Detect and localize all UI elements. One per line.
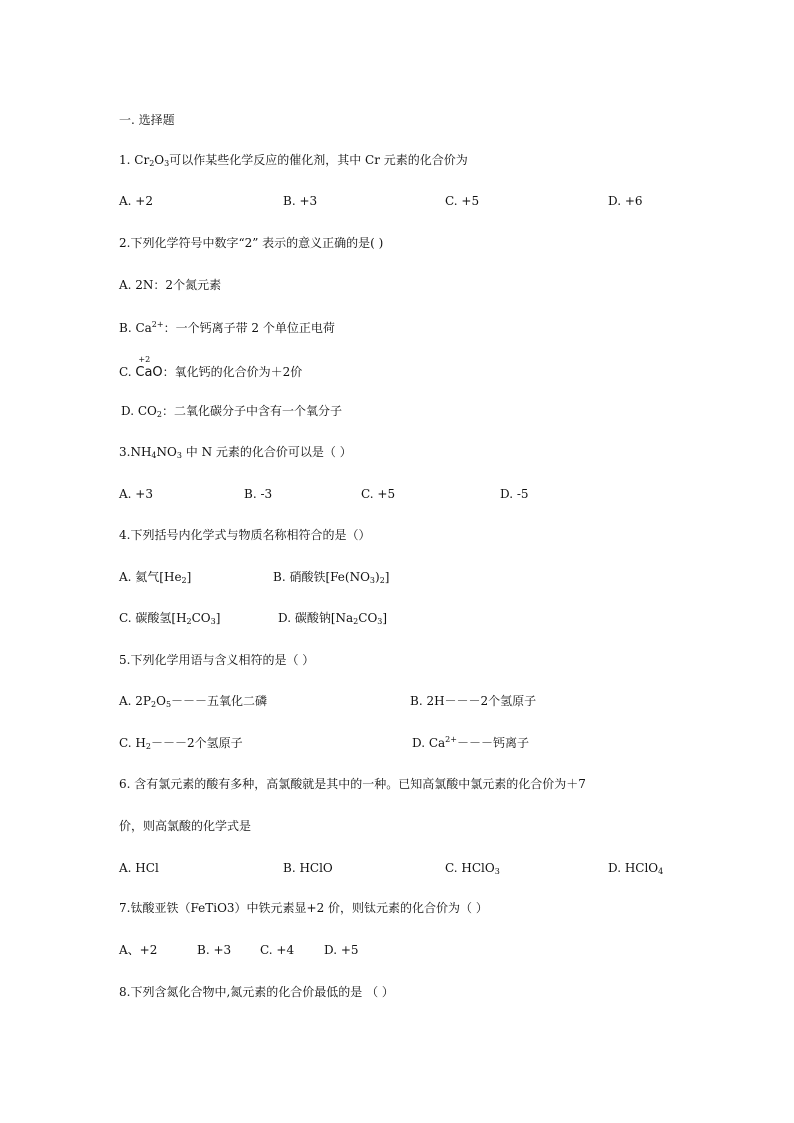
question-7-stem: 7.钛酸亚铁（FeTiO3）中铁元素显+2 价，则钛元素的化合价为（ ） bbox=[119, 901, 488, 915]
q2-option-d: D. $CO_2$：二氧化碳分子中含有一个氧分子 bbox=[121, 404, 342, 419]
q2-option-c: C. +2 CaO：氧化钙的化合价为＋2价 bbox=[119, 364, 302, 381]
q6-option-c: C. HClO$_3$ bbox=[445, 861, 500, 876]
q7-option-d: D. +5 bbox=[324, 943, 359, 957]
question-2-stem: 2.下列化学符号中数字“2” 表示的意义正确的是( ) bbox=[119, 236, 384, 250]
q4-option-d: D. 碳酸钠$[Na_2CO_3]$ bbox=[278, 611, 388, 626]
cao-formula: CaO bbox=[135, 365, 163, 380]
question-5-stem: 5.下列化学用语与含义相符的是（ ） bbox=[119, 653, 315, 667]
q7-option-c: C. +4 bbox=[260, 943, 295, 957]
q1-option-a: A. +2 bbox=[119, 194, 153, 208]
q3-option-c: C. +5 bbox=[361, 487, 396, 501]
q5-option-d: D. $Ca^{2+}---$钙离子 bbox=[412, 735, 529, 750]
question-6-stem-line2: 价，则高氯酸的化学式是 bbox=[119, 819, 252, 833]
q3-option-d: D. -5 bbox=[500, 487, 529, 501]
q4-option-a: A. 氦气$[He_2]$ bbox=[119, 570, 192, 585]
q6-option-b: B. HClO bbox=[283, 861, 333, 875]
q2-option-b: B. $Ca^{2+}$：一个钙离子带 2 个单位正电荷 bbox=[119, 320, 335, 335]
question-6-stem-line1: 6. 含有氯元素的酸有多种，高氯酸就是其中的一种。已知高氯酸中氯元素的化合价为＋7 bbox=[119, 777, 586, 791]
question-8-stem: 8.下列含氮化合物中,氮元素的化合价最低的是 （ ） bbox=[119, 985, 394, 999]
q2-option-a: A. 2N：2个氮元素 bbox=[119, 278, 222, 292]
q5-option-a: A. $2P_2O_5---$五氧化二磷 bbox=[119, 694, 268, 709]
q4-option-b: B. 硝酸铁$[Fe(NO_3)_2]$ bbox=[273, 570, 390, 585]
q1-option-c: C. +5 bbox=[445, 194, 480, 208]
q1-option-d: D. +6 bbox=[608, 194, 643, 208]
question-3-stem: $3.NH_4NO_3$ 中 N 元素的化合价可以是（ ） bbox=[119, 445, 352, 460]
q6-option-d: D. HClO$_4$ bbox=[608, 861, 664, 876]
q7-option-b: B. +3 bbox=[197, 943, 232, 957]
valence-mark: +2 bbox=[138, 355, 151, 364]
question-1-stem: 1. $Cr_2O_3$可以作某些化学反应的催化剂，其中 Cr 元素的化合价为 bbox=[119, 153, 468, 168]
q1-option-b: B. +3 bbox=[283, 194, 318, 208]
q5-option-b: B. 2H－－－2个氢原子 bbox=[410, 694, 537, 708]
q3-option-a: A. +3 bbox=[119, 487, 153, 501]
question-4-stem: 4.下列括号内化学式与物质名称相符合的是（） bbox=[119, 528, 371, 542]
section-title: 一. 选择题 bbox=[119, 113, 175, 127]
q6-option-a: A. HCl bbox=[119, 861, 159, 875]
q5-option-c: C. $H_2---2$个氢原子 bbox=[119, 736, 243, 751]
q3-option-b: B. -3 bbox=[244, 487, 273, 501]
q7-option-a: A、+2 bbox=[119, 943, 158, 957]
q4-option-c: C. 碳酸氢$[H_2CO_3]$ bbox=[119, 611, 221, 626]
